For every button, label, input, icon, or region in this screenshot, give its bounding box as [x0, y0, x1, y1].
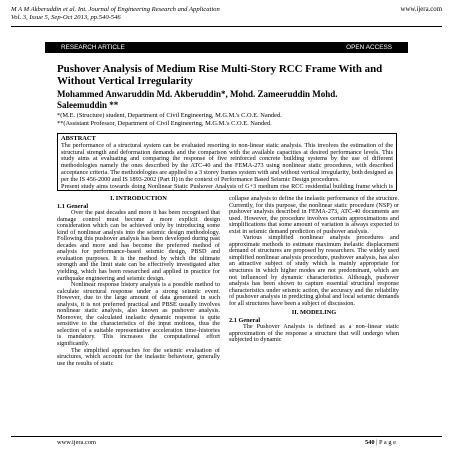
abstract-heading: ABSTRACT [61, 135, 96, 142]
intro-paragraph-1: Over the past decades and more it has been recognised that damage control must become a more explicit design consideration which can be achieved only by introducing some kind of nonlinear analysis into the seismic design methodology. Following this pushover analysis has been developed during past decades and more and has become the preferred method of analysis for performance-based seismic design, PBSD and evaluation purposes. It is the method by which the ultimate strength and the limit state can be effectively investigated after yielding, which has been researched and applied in practice for earthquake engineering and seismic design. [57, 209, 220, 282]
page-number-value: 540 [364, 439, 375, 446]
left-column [57, 196, 220, 367]
intro-paragraph-4: Various simplified nonlinear analysis procedures and approximate methods to estimate maximum inelastic displacement demand of structures are proposed by researchers. The widely used simplified nonlinear analysis procedure, pushover analysis, has also an attractive subject of study which is mainly appropriate for structures in which higher modes are not predominant, which are not influenced by dynamic characteristics. Although, pushover analysis has been shown to capture essential structural response characteristics under seismic action, the accuracy and the reliability of pushover analysis in predicting global and local seismic demands for all structures have been a subject of discussion. [229, 234, 399, 307]
subsection-1-1-heading: 1.1 General [57, 202, 89, 210]
running-header [11, 6, 442, 22]
footer-site-link[interactable]: www.ijera.com [57, 439, 96, 446]
footer-divider [11, 436, 442, 437]
paper-title: Pushover Analysis of Medium Rise Multi-Story RCC Frame With and Without Vertical Irregularity [57, 63, 383, 87]
right-column [229, 196, 399, 344]
intro-continuation: collapse analysis to define the inelastic performance of the structure. Currently, for this purpose, the nonlinear static procedure (NSP) or pushover analysis described in FEMA-273, ATC-40 documents are used. However, the procedure involves certain approximations and simplifications that some amount of variation is always expected to exist in seismic demand prediction of pushover analysis. [229, 195, 399, 235]
intro-paragraph-2: Nonlinear response history analysis is a possible method to calculate structural response under a strong seismic event. However, due to the large amount of data generated in such analysis, it is not preferred practical and PBSE usually involves nonlinear static analysis, also known as pushover analysis. Moreover, the calculated inelastic dynamic response is quite sensitive to the characteristics of the input motions, thus the selection of a suitable representative acceleration time–histories is mandatory. This increases the computational effort significantly. [57, 281, 220, 348]
article-type-banner [45, 42, 408, 53]
article-type-label: RESEARCH ARTICLE [61, 44, 125, 51]
modeling-paragraph-1: The Pushover Analysis is defined as a non–linear static approximation of the response a structure that will undergo when subjected to dynamic [229, 323, 399, 344]
journal-citation-line1: M A M Akberuddin et al. Int. Journal of Engineering Research and Application [11, 6, 220, 13]
access-type-label: OPEN ACCESS [346, 44, 392, 51]
paper-authors: Mohammed Anwaruddin Md. Akberuddin*, Mohd. Zameeruddin Mohd. Saleemuddin ** [57, 89, 338, 110]
section-1-heading: I. INTRODUCTION [110, 195, 167, 202]
page-footer [57, 439, 396, 447]
page-number [365, 439, 396, 447]
abstract-paragraph-1: The performance of a structural system can be evaluated resorting to non-linear static analysis. This involves the estimation of the structural strength and deformation demands and the comparison with the available capacities at desired performance levels. This study aims at evaluating and comparing the response of five reinforced concrete building systems by the use of different methodologies namely the ones described by the ATC-40 and the FEMA-273 using nonlinear static procedures, with described acceptance criteria. The methodologies are applied to a 3 storey frames system with and without vertical irregularity, both designed as per the IS 456-2000 and IS 1893-2002 (Part II) in the context of Performance Based Seismic Design procedures. [61, 141, 393, 183]
journal-citation-line2: Vol. 3, Issue 5, Sep-Oct 2013, pp.540-546 [11, 14, 121, 21]
subsection-2-1-heading: 2.1 General [229, 316, 261, 324]
author-affiliations [57, 112, 407, 127]
intro-paragraph-3: The simplified approaches for the seismic evaluation of structures, which account for the inelastic behaviour, generally use the results of static [57, 346, 220, 367]
abstract-paragraph-2: Present study aims towards doing Nonlinear Static Pushover Analysis of G+3 medium rise RCC residential building frame which is [61, 182, 393, 190]
affiliation-1: *(M.E. (Structure) student, Department of Civil Engineering, M.G.M.'s C.O.E. Nanded. [57, 112, 282, 119]
section-2-heading: II. MODELING [291, 309, 337, 317]
affiliation-2: **(Assistant Professor, Department of Civil Engineering, M.G.M.'s C.O.E. Nanded. [57, 119, 272, 127]
journal-site-link[interactable]: www.ijera.com [400, 6, 442, 13]
header-divider [11, 26, 442, 27]
page-number-label: | P a g e [374, 439, 396, 446]
abstract-box [57, 133, 397, 191]
